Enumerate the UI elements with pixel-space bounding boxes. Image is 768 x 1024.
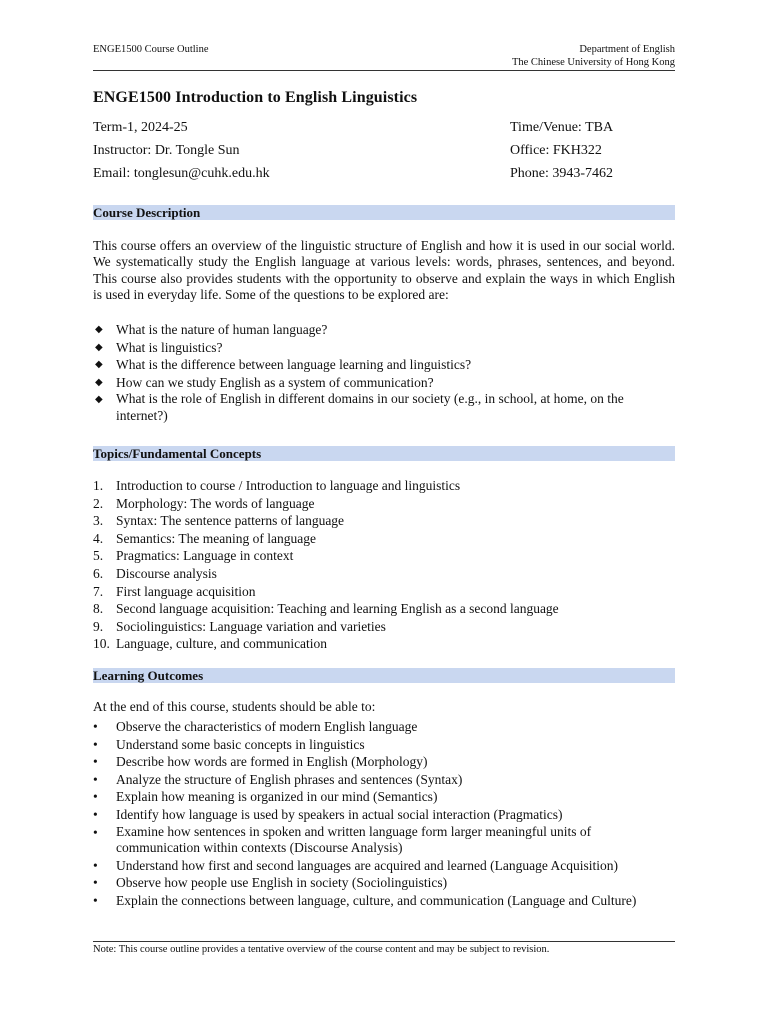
- list-item: [93, 753, 675, 771]
- list-marker: •: [93, 736, 98, 752]
- list-marker: 10.: [93, 636, 110, 652]
- header-course-outline: ENGE1500 Course Outline: [93, 44, 209, 55]
- list-marker: 2.: [93, 495, 104, 511]
- list-marker: •: [93, 789, 98, 805]
- list-item-text: Discourse analysis: [116, 565, 217, 581]
- list-item: [93, 547, 675, 565]
- list-item: [93, 874, 675, 892]
- list-item-text: Explain how meaning is organized in our mind (Semantics): [116, 789, 438, 805]
- list-marker: 9.: [93, 618, 104, 634]
- list-marker: 4.: [93, 530, 104, 546]
- list-item-text: Semantics: The meaning of language: [116, 530, 316, 546]
- header-department-name: Department of English: [579, 44, 675, 55]
- list-item-text: What is the difference between language learning and linguistics?: [116, 357, 472, 373]
- list-marker: •: [93, 806, 98, 822]
- list-marker: ◆: [95, 394, 103, 406]
- info-row-instructor: [93, 143, 675, 161]
- info-row-email: [93, 166, 675, 184]
- list-item: [93, 530, 675, 548]
- instructor-text: Instructor: Dr. Tongle Sun: [93, 143, 240, 158]
- list-item: [93, 600, 675, 618]
- list-item: [93, 565, 675, 583]
- office-text: Office: FKH322: [510, 143, 602, 158]
- section-heading-course-description: [93, 205, 675, 220]
- list-item: [93, 618, 675, 636]
- list-item-text: Examine how sentences in spoken and written language form larger meaningful units of communication within contexts (Discourse Analysis): [116, 823, 592, 855]
- section-heading-learning-outcomes: [93, 668, 675, 683]
- list-item-text: First language acquisition: [116, 583, 256, 599]
- list-marker: 1.: [93, 478, 104, 493]
- topics-list: [93, 477, 675, 653]
- list-marker: ◆: [95, 376, 103, 388]
- list-item: [93, 321, 675, 339]
- course-description-paragraph: This course offers an overview of the linguistic structure of English and how it is used in our social world. We systematically study the English language at various levels: words, phrases, sentences, and beyond. This course also provides students with the opportunity to observe and explain the ways in which English is used in everyday life. Some of the questions to be explored are:: [93, 238, 675, 303]
- list-item-text: Second language acquisition: Teaching and learning English as a second language: [116, 601, 559, 617]
- section-heading-text: Topics/Fundamental Concepts: [93, 446, 262, 461]
- list-marker: 8.: [93, 601, 104, 617]
- list-item-text: Analyze the structure of English phrases and sentences (Syntax): [116, 771, 463, 787]
- list-marker: ◆: [95, 359, 103, 371]
- list-item-text: What is the nature of human language?: [116, 322, 328, 337]
- page-title: ENGE1500 Introduction to English Linguistics: [93, 89, 418, 106]
- list-item-text: Observe the characteristics of modern English language: [116, 719, 418, 734]
- learning-outcomes-list: [93, 718, 675, 909]
- section-heading-text: Learning Outcomes: [93, 668, 204, 683]
- list-marker: 5.: [93, 548, 104, 564]
- list-item: [93, 495, 675, 513]
- list-marker: •: [93, 824, 98, 840]
- list-item: [93, 356, 675, 374]
- list-marker: ◆: [95, 324, 103, 335]
- section-heading-topics: [93, 446, 675, 461]
- list-item: [93, 374, 675, 392]
- list-marker: 7.: [93, 583, 104, 599]
- list-item-text: Syntax: The sentence patterns of language: [116, 513, 345, 529]
- list-item: [93, 788, 675, 806]
- list-item-text: Pragmatics: Language in context: [116, 548, 294, 564]
- list-marker: ◆: [95, 341, 103, 353]
- header-university-name: The Chinese University of Hong Kong: [511, 57, 675, 68]
- list-item: [93, 391, 675, 424]
- list-item: [93, 736, 675, 754]
- list-item: [93, 824, 675, 857]
- list-item: [93, 771, 675, 789]
- term-text: Term-1, 2024-25: [93, 120, 188, 135]
- list-item-text: Observe how people use English in society (Sociolinguistics): [116, 875, 448, 891]
- list-item-text: What is linguistics?: [116, 339, 223, 355]
- list-item: [93, 857, 675, 875]
- list-item: [93, 477, 675, 495]
- header-department: [512, 43, 675, 69]
- list-item-text: Introduction to course / Introduction to language and linguistics: [116, 478, 461, 493]
- document-page: [93, 0, 675, 1024]
- list-item-text: Describe how words are formed in English (Morphology): [116, 754, 428, 770]
- list-item-text: Understand some basic concepts in linguistics: [116, 736, 365, 752]
- info-row-term: [93, 120, 675, 138]
- list-item: [93, 583, 675, 601]
- page-header: [93, 42, 675, 71]
- list-marker: •: [93, 754, 98, 770]
- section-heading-text: Course Description: [93, 205, 201, 220]
- list-item: [93, 339, 675, 357]
- list-item-text: Language, culture, and communication: [116, 636, 328, 652]
- learning-outcomes-intro: At the end of this course, students should be able to:: [93, 699, 376, 714]
- list-marker: •: [93, 857, 98, 873]
- questions-list: [93, 321, 675, 424]
- list-item-text: What is the role of English in different domains in our society (e.g., in school, at home, on the internet?): [116, 391, 624, 423]
- footnote: Note: This course outline provides a tentative overview of the course content and may be subject to revision.: [93, 941, 675, 955]
- list-item-text: Identify how language is used by speakers in actual social interaction (Pragmatics): [116, 806, 563, 822]
- list-item-text: Sociolinguistics: Language variation and varieties: [116, 618, 386, 634]
- list-marker: •: [93, 892, 98, 908]
- email-text: Email: tonglesun@cuhk.edu.hk: [93, 166, 270, 181]
- list-marker: •: [93, 875, 98, 891]
- list-item-text: Understand how first and second languages are acquired and learned (Language Acquisition): [116, 857, 618, 873]
- list-marker: •: [93, 719, 98, 734]
- list-marker: 3.: [93, 513, 104, 529]
- time-venue-text: Time/Venue: TBA: [510, 120, 614, 135]
- list-marker: •: [93, 771, 98, 787]
- list-marker: 6.: [93, 565, 104, 581]
- list-item: [93, 806, 675, 824]
- list-item: [93, 892, 675, 910]
- list-item: [93, 512, 675, 530]
- phone-text: Phone: 3943-7462: [510, 166, 614, 181]
- list-item-text: Morphology: The words of language: [116, 495, 315, 511]
- list-item-text: Explain the connections between language, culture, and communication (Language and Culture): [116, 892, 637, 908]
- list-item-text: How can we study English as a system of communication?: [116, 374, 434, 390]
- list-item: [93, 635, 675, 653]
- list-item: [93, 718, 675, 736]
